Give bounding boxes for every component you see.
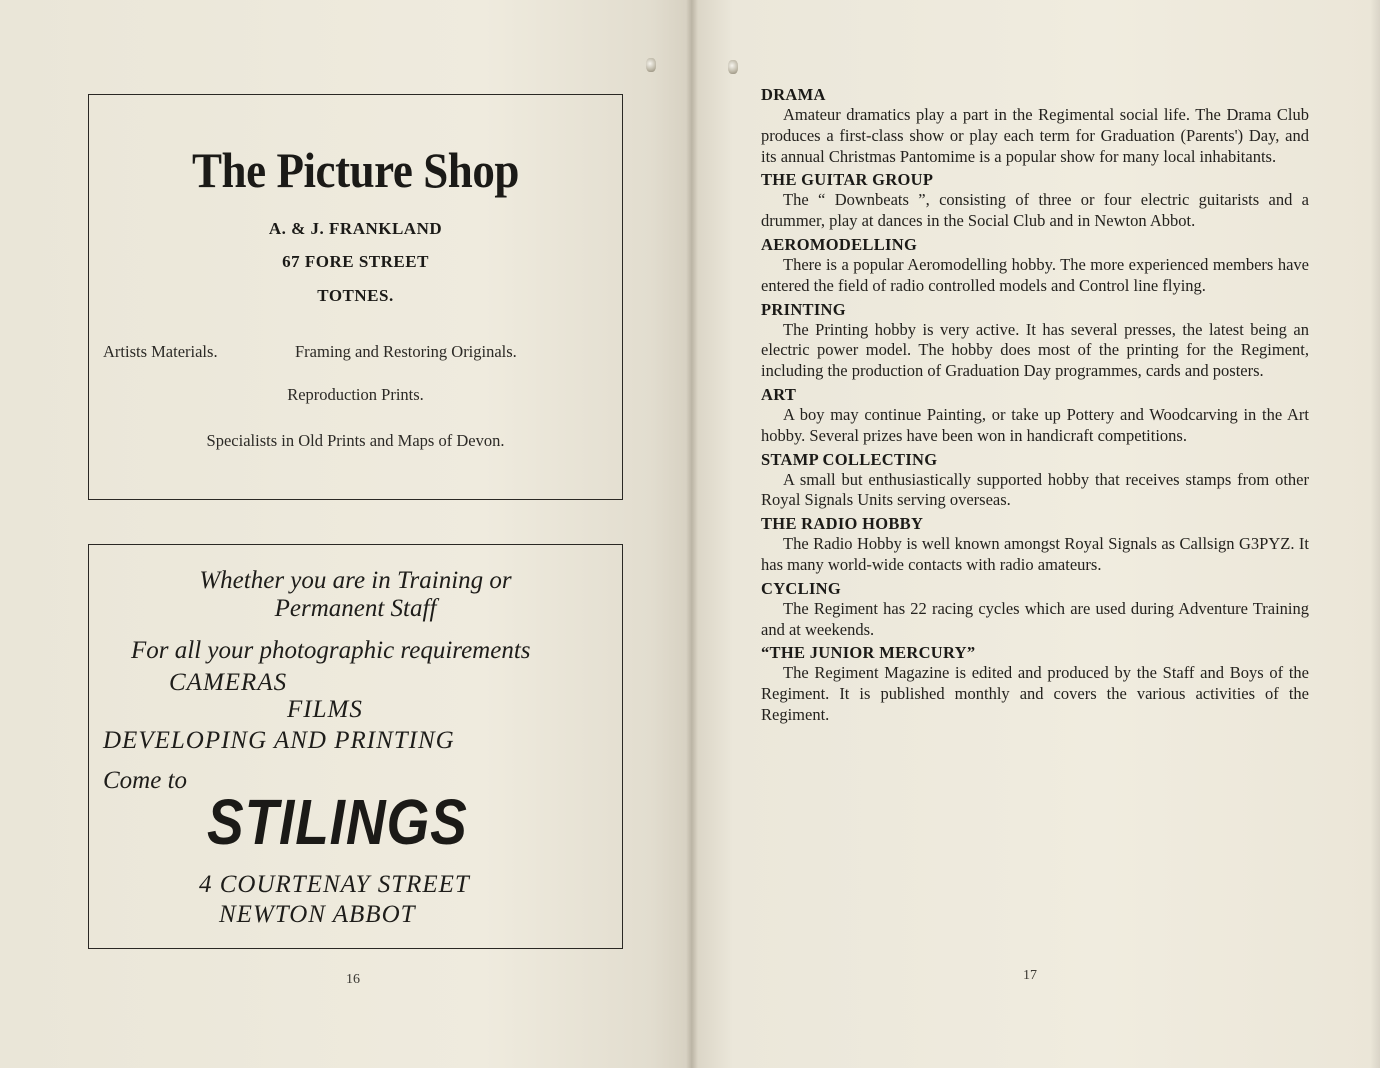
section-body: The Printing hobby is very active. It has several presses, the latest being an electric power model. The hobby does most of the printing for the Regiment, including the production of Graduation Day programmes, cards and posters. [761, 319, 1309, 381]
section-heading: ART [761, 384, 797, 404]
section-junior-mercury [761, 642, 1309, 725]
stilings-line-cameras: CAMERAS [169, 669, 288, 696]
section-body: The Regiment Magazine is edited and produced by the Staff and Boys of the Regiment. It is published monthly and covers the various activities of the Regiment. [761, 663, 1309, 724]
picture-shop-artists-materials: Artists Materials. [103, 342, 218, 361]
stilings-name: STILINGS [207, 786, 468, 858]
section-heading: DRAMA [761, 85, 826, 104]
section-drama [761, 84, 1309, 167]
stilings-line-whether: Whether you are in Training or [199, 567, 512, 594]
stilings-advert [88, 544, 623, 949]
stilings-line-come-to: Come to [103, 767, 188, 794]
section-art [761, 384, 1309, 447]
section-body: The Radio Hobby is well known amongst Royal Signals as Callsign G3PYZ. It has many world-wide contacts with radio amateurs. [761, 534, 1309, 574]
section-body: A boy may continue Painting, or take up Pottery and Woodcarving in the Art hobby. Several prizes have been won in handicraft competitions. [761, 404, 1309, 445]
section-heading: AEROMODELLING [761, 234, 918, 254]
section-body: The Regiment has 22 racing cycles which are used during Adventure Training and at weekends. [761, 598, 1309, 639]
section-heading: CYCLING [761, 578, 842, 598]
stilings-address-street: 4 COURTENAY STREET [199, 871, 470, 898]
section-body: The “ Downbeats ”, consisting of three or four electric guitarists and a drummer, play at dances in the Social Club and in Newton Abbot. [761, 190, 1309, 231]
hobbies-text [761, 83, 1309, 728]
right-page [692, 0, 1380, 1068]
section-body: There is a popular Aeromodelling hobby. The more experienced members have entered the field of radio controlled models and Control line flying. [761, 254, 1309, 295]
section-cycling [761, 578, 1309, 641]
stilings-line-staff: Permanent Staff [274, 595, 437, 622]
picture-shop-owner: A. & J. FRANKLAND [268, 219, 443, 238]
staple-top-right [728, 60, 738, 74]
section-heading: THE GUITAR GROUP [761, 170, 934, 190]
picture-shop-framing: Framing and Restoring Originals. [295, 342, 517, 361]
picture-shop-title: The Picture Shop [191, 142, 520, 198]
section-printing [761, 299, 1309, 382]
stilings-line-requirements: For all your photographic requirements [131, 637, 531, 664]
book-spine [686, 0, 698, 1068]
section-heading: THE RADIO HOBBY [761, 514, 924, 534]
section-guitar-group [761, 169, 1309, 232]
section-heading: PRINTING [761, 299, 846, 319]
section-heading: STAMP COLLECTING [761, 449, 938, 469]
section-aeromodelling [761, 234, 1309, 297]
picture-shop-advert [88, 94, 623, 500]
picture-shop-street: 67 FORE STREET [282, 252, 429, 271]
section-radio-hobby [761, 513, 1309, 576]
stilings-line-films: FILMS [287, 696, 363, 723]
page-number-left: 16 [346, 972, 360, 987]
stilings-line-developing: DEVELOPING AND PRINTING [103, 727, 455, 754]
section-stamp-collecting [761, 449, 1309, 512]
stilings-address-town: NEWTON ABBOT [219, 901, 416, 928]
page-number-right: 17 [1023, 968, 1037, 983]
section-heading: “THE JUNIOR MERCURY” [761, 643, 976, 663]
picture-shop-reproduction: Reproduction Prints. [287, 385, 424, 404]
staple-top-left [646, 58, 656, 72]
picture-shop-specialists: Specialists in Old Prints and Maps of Devon. [206, 431, 505, 450]
picture-shop-town: TOTNES. [317, 286, 394, 305]
section-body: A small but enthusiastically supported hobby that receives stamps from other Royal Signals Units serving overseas. [761, 469, 1309, 510]
section-body: Amateur dramatics play a part in the Regimental social life. The Drama Club produces a first-class show or play each term for Graduation (Parents') Day, and its annual Christmas Pantomime is a popular show for many local inhabitants. [761, 105, 1309, 166]
